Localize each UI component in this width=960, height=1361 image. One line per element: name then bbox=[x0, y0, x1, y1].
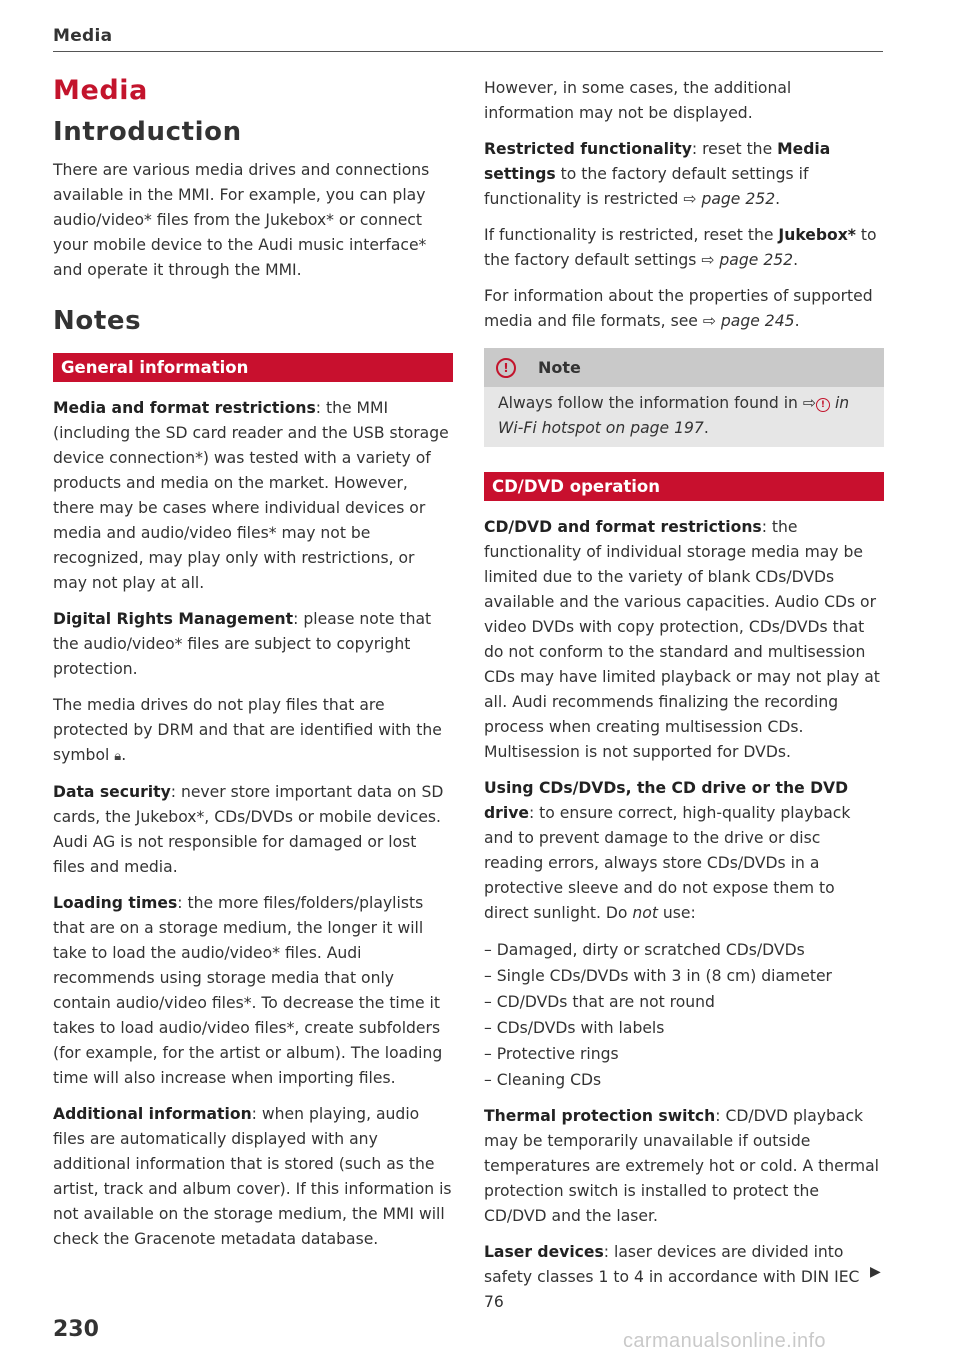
note-text-end: . bbox=[703, 419, 709, 437]
jukebox-text-2: to the factory default settings bbox=[484, 226, 877, 269]
restricted-text-2: to the factory default settings if functionality is restricted bbox=[484, 165, 809, 208]
watermark: carmanualsonline.info bbox=[623, 1330, 826, 1352]
restricted-paragraph bbox=[484, 137, 884, 212]
data-security-label: Data security bbox=[53, 783, 171, 801]
note-title: Note bbox=[538, 358, 581, 377]
cd-dvd-operation-band: CD/DVD operation bbox=[484, 472, 884, 501]
left-column bbox=[53, 70, 453, 1263]
using-cds-label: Using CDs/DVDs, the CD drive or the DVD drive bbox=[484, 779, 849, 822]
note-box bbox=[484, 348, 884, 447]
cd-dvd-format-text: : the functionality of individual storage media may be limited due to the variety of blank CDs/DVDs available and the various capacities. Audio CDs or video DVDs with copy protection, CDs/DVDs that do not conform to the standard and multisession CDs may have limited playback or may not play at all. Audi recommends finalizing the recording process when creating multisession CDs. Multisession is not supported for DVDs. bbox=[484, 518, 880, 761]
drm-symbol-end: . bbox=[121, 746, 127, 764]
note-text: Always follow the information found in bbox=[498, 394, 803, 412]
list-item: – CD/DVDs that are not round bbox=[484, 993, 715, 1011]
notes-heading: Notes bbox=[53, 306, 142, 336]
additional-info-paragraph bbox=[53, 1102, 453, 1252]
general-information-band: General information bbox=[53, 353, 453, 382]
page-ref-link[interactable]: ⇨ page 245 bbox=[702, 312, 795, 330]
formats-paragraph bbox=[484, 284, 884, 334]
additional-info-text: : when playing, audio files are automatically displayed with any additional information that is stored (such as the artist, track and album cover). If this information is not available on the storage medium, the MMI will check the Gracenote metadata database. bbox=[53, 1105, 452, 1248]
running-header: Media bbox=[53, 26, 113, 46]
note-ref-arrow: ⇨ bbox=[802, 394, 816, 412]
cd-dvd-format-paragraph bbox=[484, 515, 884, 765]
page-ref-link[interactable]: ⇨ page 252 bbox=[701, 251, 794, 269]
drm-paragraph bbox=[53, 607, 453, 682]
list-item: – Cleaning CDs bbox=[484, 1071, 602, 1089]
drm-symbol-paragraph bbox=[53, 693, 453, 769]
drm-symbol-text: The media drives do not play files that are protected by DRM and that are identified with the symbol bbox=[53, 696, 442, 764]
media-format-label: Media and format restrictions bbox=[53, 399, 316, 417]
drm-text: : please note that the audio/video* files are subject to copyright protection. bbox=[53, 610, 432, 678]
not-emphasis: not bbox=[632, 904, 658, 922]
note-body bbox=[484, 387, 884, 447]
continue-arrow-icon: ▶ bbox=[870, 1264, 881, 1280]
however-paragraph: However, in some cases, the additional information may not be displayed. bbox=[484, 79, 792, 122]
jukebox-paragraph bbox=[484, 223, 884, 273]
lock-icon: 🔒︎ bbox=[114, 749, 122, 764]
formats-text-1: For information about the properties of supported media and file formats, see bbox=[484, 287, 873, 330]
right-column bbox=[484, 76, 884, 1326]
exclamation-circle-icon: ! bbox=[816, 398, 830, 412]
note-header bbox=[484, 348, 884, 387]
additional-info-label: Additional information bbox=[53, 1105, 252, 1123]
drm-label: Digital Rights Management bbox=[53, 610, 294, 628]
page-ref-link[interactable]: ⇨ page 252 bbox=[683, 190, 776, 208]
laser-label: Laser devices bbox=[484, 1243, 604, 1261]
jukebox-text-3: . bbox=[793, 251, 799, 269]
list-item: – Protective rings bbox=[484, 1045, 619, 1063]
data-security-paragraph bbox=[53, 780, 453, 880]
note-ref-link[interactable]: in Wi-Fi hotspot on page 197 bbox=[498, 394, 850, 437]
loading-times-paragraph bbox=[53, 891, 453, 1091]
loading-times-text: : the more files/folders/playlists that are on a storage medium, the longer it will take to load the audio/video* files. Audi recommends using storage media that only contain audio/video files*. To decrease the time it takes to load audio/video files*, create subfolders (for example, for the artist or album). The loading time will also increase when importing files. bbox=[53, 894, 443, 1087]
thermal-text: : CD/DVD playback may be temporarily unavailable if outside temperatures are extremely hot or cold. A thermal protection switch is installed to protect the CD/DVD and the laser. bbox=[484, 1107, 879, 1225]
using-cds-text-1: : to ensure correct, high-quality playback and to prevent damage to the drive or disc reading errors, always store CDs/DVDs in a protective sleeve and do not expose them to direct sunlight. Do bbox=[484, 804, 851, 922]
laser-text: : laser devices are divided into safety classes 1 to 4 in accordance with DIN IEC 76 bbox=[484, 1243, 860, 1311]
introduction-heading: Introduction bbox=[53, 117, 242, 147]
media-format-text: : the MMI (including the SD card reader and the USB storage device connection*) was tested with a variety of products and media on the market. However, there may be cases where individual devices or media and audio/video files* may not be recognized, may play only with restrictions, or may not play at all. bbox=[53, 399, 449, 592]
using-cds-text-2: use: bbox=[657, 904, 696, 922]
restricted-label: Restricted functionality bbox=[484, 140, 692, 158]
jukebox-text-1: If functionality is restricted, reset the bbox=[484, 226, 779, 244]
exclamation-circle-icon: ! bbox=[496, 358, 516, 378]
media-settings-label: Media settings bbox=[484, 140, 831, 183]
using-cds-paragraph bbox=[484, 776, 884, 926]
media-format-paragraph bbox=[53, 396, 453, 596]
list-item: – Damaged, dirty or scratched CDs/DVDs bbox=[484, 941, 805, 959]
list-item: – Single CDs/DVDs with 3 in (8 cm) diameter bbox=[484, 967, 832, 985]
cd-dvd-format-label: CD/DVD and format restrictions bbox=[484, 518, 762, 536]
list-item: – CDs/DVDs with labels bbox=[484, 1019, 665, 1037]
formats-text-2: . bbox=[794, 312, 800, 330]
do-not-use-list bbox=[484, 937, 884, 1093]
restricted-text-3: . bbox=[775, 190, 781, 208]
section-title: Media bbox=[53, 75, 148, 106]
laser-paragraph bbox=[484, 1240, 884, 1315]
header-rule bbox=[53, 51, 883, 52]
data-security-text: : never store important data on SD cards, the Jukebox*, CDs/DVDs or mobile devices. Audi AG is not responsible for damaged or lost files and media. bbox=[53, 783, 444, 876]
intro-paragraph: There are various media drives and connections available in the MMI. For example, you can play audio/video* files from the Jukebox* or connect your mobile device to the Audi music interface* and operate it through the MMI. bbox=[53, 161, 430, 279]
thermal-label: Thermal protection switch bbox=[484, 1107, 716, 1125]
thermal-paragraph bbox=[484, 1104, 884, 1229]
loading-times-label: Loading times bbox=[53, 894, 178, 912]
jukebox-label: Jukebox* bbox=[778, 226, 856, 244]
page-number: 230 bbox=[53, 1317, 99, 1342]
restricted-text-1: : reset the bbox=[691, 140, 778, 158]
